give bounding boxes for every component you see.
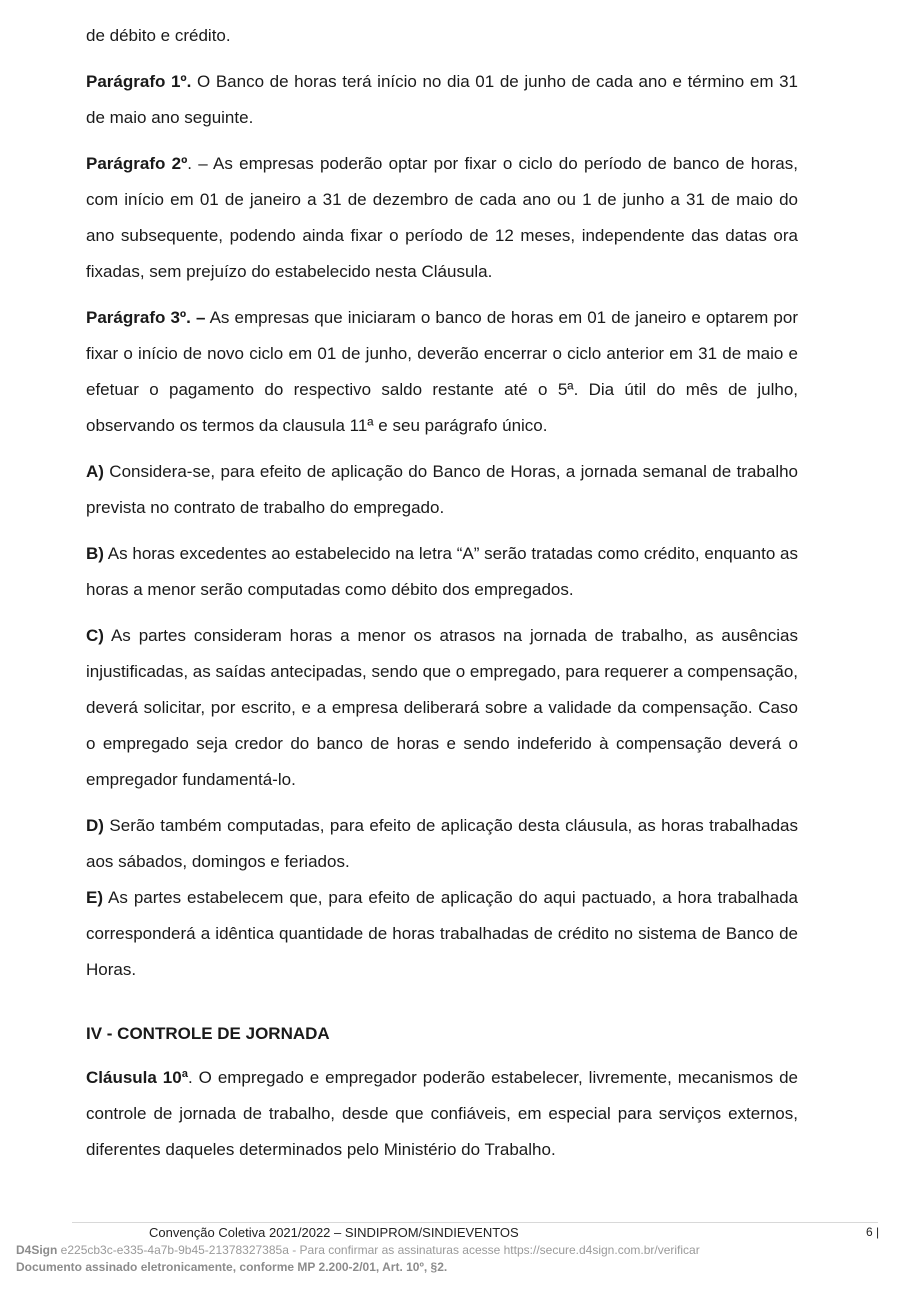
- item-d-label: D): [86, 816, 104, 835]
- intro-tail: de débito e crédito.: [86, 26, 231, 45]
- item-a-text: Considera-se, para efeito de aplicação do Banco de Horas, a jornada semanal de trabalho prevista no contrato de trabalho do empregado.: [86, 462, 798, 517]
- item-e-label: E): [86, 888, 103, 907]
- paragraph-1: [86, 64, 798, 136]
- item-d: [86, 808, 798, 880]
- signature-verification-text: e225cb3c-e335-4a7b-9b45-21378327385a - Para confirmar as assinaturas acesse https://secure.d4sign.com.br/verificar: [57, 1243, 700, 1257]
- item-e: [86, 880, 798, 988]
- item-d-text: Serão também computadas, para efeito de aplicação desta cláusula, as horas trabalhadas aos sábados, domingos e feriados.: [86, 816, 798, 871]
- item-c: [86, 618, 798, 798]
- page-number: 6 |: [866, 1225, 880, 1239]
- paragraph-1-text: O Banco de horas terá início no dia 01 de junho de cada ano e término em 31 de maio ano seguinte.: [86, 72, 798, 127]
- item-b: [86, 536, 798, 608]
- clause-10-text: . O empregado e empregador poderão estabelecer, livremente, mecanismos de controle de jornada de trabalho, desde que confiáveis, em especial para serviços externos, diferentes daqueles determinados pelo Ministério do Trabalho.: [86, 1068, 799, 1159]
- item-b-text: As horas excedentes ao estabelecido na letra “A” serão tratadas como crédito, enquanto as horas a menor serão computadas como débito dos empregados.: [86, 544, 798, 599]
- clause-10: [86, 1060, 798, 1168]
- clause-10-label: Cláusula 10ª: [86, 1068, 188, 1087]
- footer-title: Convenção Coletiva 2021/2022 – SINDIPROM/SINDIEVENTOS: [149, 1225, 519, 1240]
- document-body: [86, 18, 798, 1178]
- signature-brand: D4Sign: [16, 1243, 58, 1257]
- item-a: [86, 454, 798, 526]
- signature-verification-line: [16, 1243, 700, 1257]
- section-heading: IV - CONTROLE DE JORNADA: [86, 1024, 330, 1043]
- paragraph-1-label: Parágrafo 1º.: [86, 72, 192, 91]
- paragraph-3-label: Parágrafo 3º. –: [86, 308, 206, 327]
- paragraph-2: [86, 146, 798, 290]
- item-c-label: C): [86, 626, 104, 645]
- item-e-text: As partes estabelecem que, para efeito de aplicação do aqui pactuado, a hora trabalhada corresponderá a idêntica quantidade de horas trabalhadas de crédito no sistema de Banco de Horas.: [86, 888, 798, 979]
- item-b-label: B): [86, 544, 104, 563]
- paragraph-2-text: . – As empresas poderão optar por fixar o ciclo do período de banco de horas, com início em 01 de janeiro a 31 de dezembro de cada ano ou 1 de junho a 31 de maio do ano subsequente, podendo ainda fixar o período de 12 meses, independente das datas ora fixadas, sem prejuízo do estabelecido nesta Cláusula.: [86, 154, 798, 281]
- item-c-text: As partes consideram horas a menor os atrasos na jornada de trabalho, as ausências injustificadas, as saídas antecipadas, sendo que o empregado, para requerer a compensação, deverá solicitar, por escrito, e a empresa deliberará sobre a validade da compensação. Caso o empregado seja credor do banco de horas e sendo indeferido à compensação deverá o empregador fundamentá-lo.: [86, 626, 798, 789]
- item-a-label: A): [86, 462, 104, 481]
- signature-legal-notice: Documento assinado eletronicamente, conforme MP 2.200-2/01, Art. 10º, §2.: [16, 1260, 448, 1274]
- footer-divider: [72, 1222, 878, 1223]
- paragraph-3-text: As empresas que iniciaram o banco de horas em 01 de janeiro e optarem por fixar o início de novo ciclo em 01 de junho, deverão encerrar o ciclo anterior em 31 de maio e efetuar o pagamento do respectivo saldo restante até o 5ª. Dia útil do mês de julho, observando os termos da clausula 11ª e seu parágrafo único.: [86, 308, 798, 435]
- paragraph-2-label: Parágrafo 2º: [86, 154, 188, 173]
- paragraph-3: [86, 300, 798, 444]
